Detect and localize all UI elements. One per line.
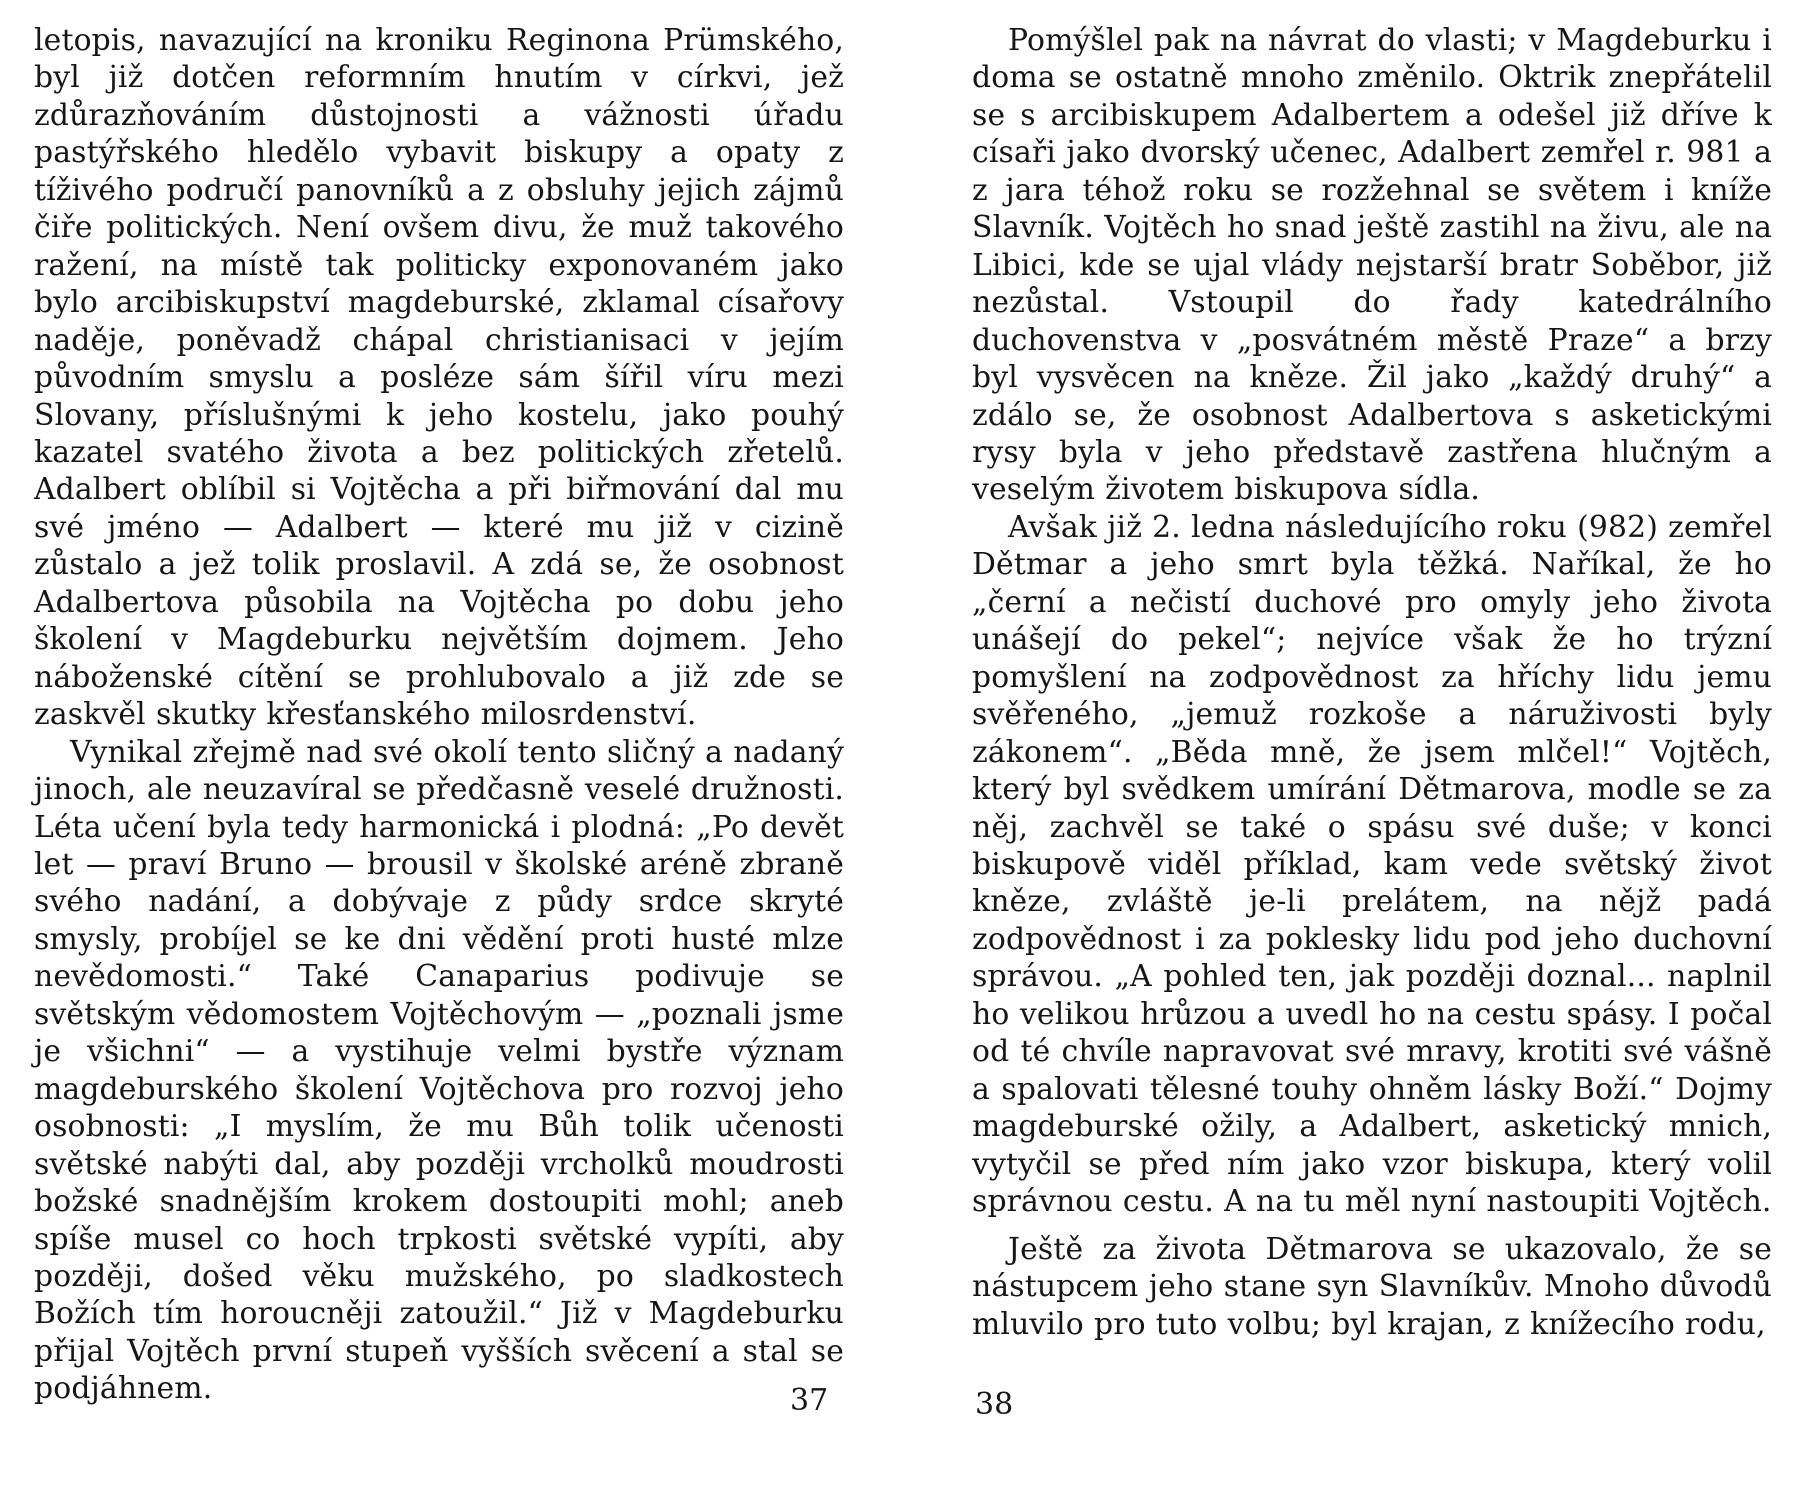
right-paragraph-1: Pomýšlel pak na návrat do vlasti; v Magdeburku i doma se ostatně mnoho změnilo. Oktrik znepřátelil se s arcibiskupem Adalbertem a odešel již dříve k císaři jako dvorský učenec, Adalbert zemřel r. 981 a z jara téhož roku se rozžehnal se světem i kníže Slavník. Vojtěch ho snad ještě zastihl na živu, ale na Libici, kde se ujal vlády nejstarší bratr Soběbor, již nezůstal. Vstoupil do řady katedrálního duchovenstva v „posvátném městě Praze“ a brzy byl vysvěcen na kněze. Žil jako „každý druhý“ a zdálo se, že osobnost Adalbertova s asketickými rysy byla v jeho představě zastřena hlučným a veselým životem biskupova sídla.	[972, 23, 1772, 508]
right-paragraph-3: Ještě za života Dětmarova se ukazovalo, že se nástupcem jeho stane syn Slavníkův. Mnoho důvodů mluvilo pro tuto volbu; byl krajan, z knížecího rodu,	[972, 1232, 1772, 1342]
right-page-text	[972, 22, 1772, 1221]
right-page-new-section	[972, 1231, 1772, 1343]
right-paragraph-2: Avšak již 2. ledna následujícího roku (982) zemřel Dětmar a jeho smrt byla těžká. Naříkal, že ho „černí a nečistí duchové pro omyly jeho života unášejí do pekel“; nejvíce však že ho trýzní pomyšlení na zodpovědnost za hříchy lidu jemu svěřeného, „jemuž rozkoše a náruživosti byly zákonem“. „Běda mně, že jsem mlčel!“ Vojtěch, který byl svědkem umírání Dětmarova, modle se za něj, zachvěl se také o spásu své duše; v konci biskupově viděl příklad, kam vede světský život kněze, zvláště je-li prelátem, na nějž padá zodpovědnost i za poklesky lidu pod jeho duchovní správou. „A pohled ten, jak později doznal... naplnil ho velikou hrůzou a uvedl ho na cestu spásy. I počal od té chvíle napravovat své mravy, krotiti své vášně a spalovati tělesné touhy ohněm lásky Boží.“ Dojmy magdeburské ožily, a Adalbert, asketický mnich, vytyčil se před ním jako vzor biskupa, který volil správnou cestu. A na tu měl nyní nastoupiti Vojtěch.	[972, 509, 1772, 1220]
page-number-right: 38	[975, 1387, 1014, 1422]
page-number-left: 37	[790, 1383, 829, 1418]
left-page-text	[34, 22, 844, 1408]
left-paragraph-2: Vynikal zřejmě nad své okolí tento sličný a nadaný jinoch, ale neuzavíral se předčasně veselé družnosti. Léta učení byla tedy harmonická i plodná: „Po devět let — praví Bruno — brousil v školské aréně zbraně svého nadání, a dobývaje z půdy srdce skryté smysly, probíjel se ke dni vědění proti husté mlze nevědomosti.“ Také Canaparius podivuje se světským vědomostem Vojtěchovým — „poznali jsme je všichni“ — a vystihuje velmi bystře význam magdeburského školení Vojtěchova pro rozvoj jeho osobnosti: „I myslím, že mu Bůh tolik učenosti světské nabýti dal, aby později vrcholků moudrosti božské snadnějším krokem dostoupiti mohl; aneb spíše musel co hoch trpkosti světské vypíti, aby později, došed věku mužského, po sladkostech Božích tím horoucněji zatoužil.“ Již v Magdeburku přijal Vojtěch první stupeň vyšších svěcení a stal se podjáhnem.	[34, 734, 844, 1407]
left-paragraph-1: letopis, navazující na kroniku Reginona Prümského, byl již dotčen reformním hnutím v církvi, jež zdůrazňováním důstojnosti a vážnosti úřadu pastýřského hledělo vybavit biskupy a opaty z tíživého područí panovníků a z obsluhy jejich zájmů čiře politických. Není ovšem divu, že muž takového ražení, na místě tak politicky exponovaném jako bylo arcibiskupství magdeburské, zklamal císařovy naděje, poněvadž chápal christianisaci v jejím původním smyslu a posléze sám šířil víru mezi Slovany, příslušnými k jeho kostelu, jako pouhý kazatel svatého života a bez politických zřetelů. Adalbert oblíbil si Vojtěcha a při biřmování dal mu své jméno — Adalbert — které mu již v cizině zůstalo a jež tolik proslavil. A zdá se, že osobnost Adalbertova působila na Vojtěcha po dobu jeho školení v Magdeburku největším dojmem. Jeho náboženské cítění se prohlubovalo a již zde se zaskvěl skutky křesťanského milosrdenství.	[34, 23, 844, 733]
